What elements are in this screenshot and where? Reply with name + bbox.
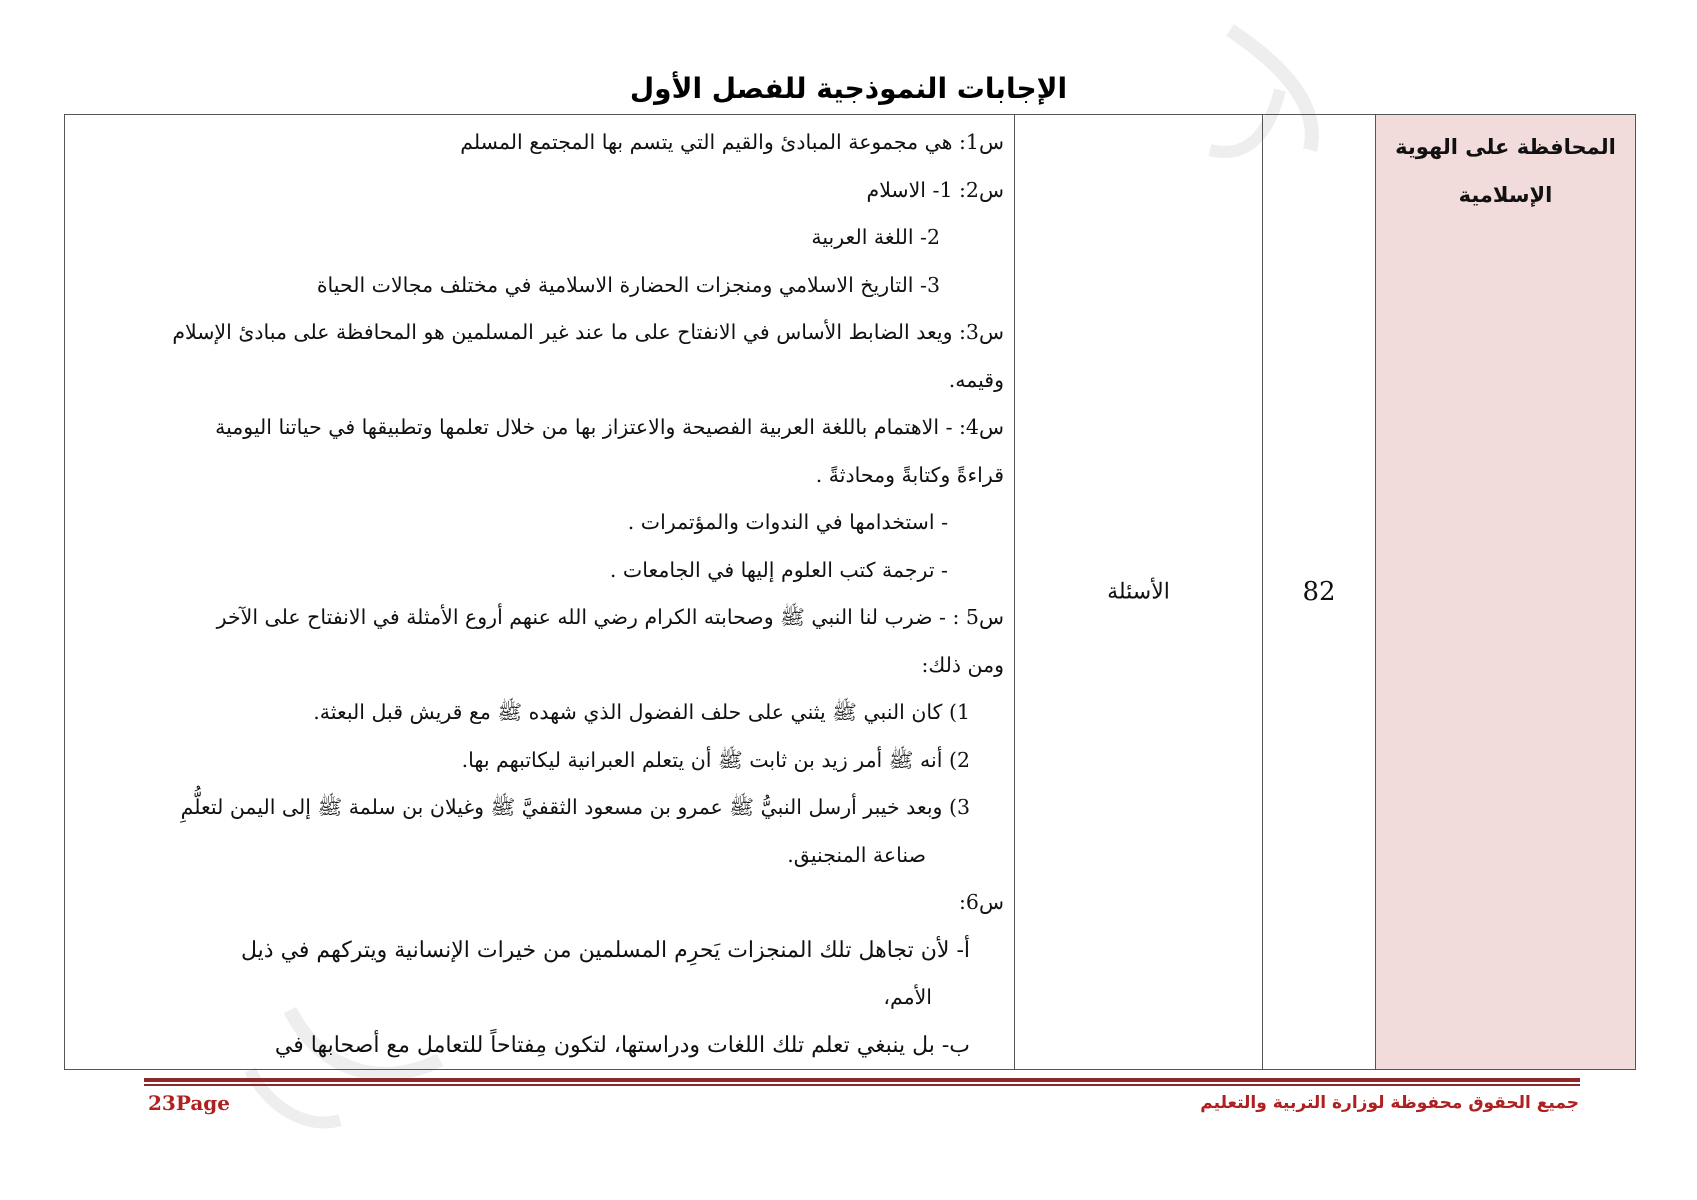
answer-line: أ- لأن تجاهل تلك المنجزات يَحرِم المسلمين من خيرات الإنسانية ويتركهم في ذيل xyxy=(241,937,970,963)
footer-page-number: 23Page xyxy=(148,1091,231,1115)
topic-text xyxy=(1376,115,1635,219)
answer-line: 1) كان النبي ﷺ يثني على حلف الفضول الذي شهده ﷺ مع قريش قبل البعثة. xyxy=(313,700,970,724)
section-type: الأسئلة xyxy=(1107,579,1170,605)
topic-line-2: الإسلامية xyxy=(1458,183,1553,207)
page-title: الإجابات النموذجية للفصل الأول xyxy=(629,72,1068,105)
answer-line: 2- اللغة العربية xyxy=(811,225,940,249)
answer-line: صناعة المنجنيق. xyxy=(787,842,926,867)
topic-line-1: المحافظة على الهوية xyxy=(1395,135,1616,159)
footer-rights: جميع الحقوق محفوظة لوزارة التربية والتعليم xyxy=(1200,1093,1579,1113)
answer-line: س3: ويعد الضابط الأساس في الانفتاح على ما عند غير المسلمين هو المحافظة على مبادئ الإسلام xyxy=(172,320,1004,344)
answer-line: 2) أنه ﷺ أمر زيد بن ثابت ﷺ أن يتعلم العبرانية ليكاتبهم بها. xyxy=(461,747,970,772)
answer-line: وقيمه. xyxy=(948,367,1004,392)
answer-line: س6: xyxy=(959,890,1004,914)
book-page-number: 82 xyxy=(1302,577,1336,607)
answer-line: 3- التاريخ الاسلامي ومنجزات الحضارة الاسلامية في مختلف مجالات الحياة xyxy=(316,272,940,297)
answer-line: س4: - الاهتمام باللغة العربية الفصيحة والاعتزاز بها من خلال تعلمها وتطبيقها في حياتنا اليومية xyxy=(215,415,1004,439)
answer-line: الأمم، xyxy=(883,985,932,1009)
page-number-cell xyxy=(1262,115,1375,1069)
answers-cell xyxy=(65,115,1014,1069)
answer-line: س2: 1- الاسلام xyxy=(866,177,1004,202)
answer-line: 3) وبعد خيبر أرسل النبيُّ ﷺ عمرو بن مسعود الثقفيَّ ﷺ وغيلان بن سلمة ﷺ إلى اليمن لتعلُّمِ xyxy=(180,795,970,819)
answer-line: س5 : - ضرب لنا النبي ﷺ وصحابته الكرام رضي الله عنهم أروع الأمثلة في الانفتاح على الآخر xyxy=(216,605,1004,629)
section-type-cell xyxy=(1014,115,1262,1069)
answers-table xyxy=(64,114,1636,1070)
answer-line: س1: هي مجموعة المبادئ والقيم التي يتسم بها المجتمع المسلم xyxy=(460,130,1004,154)
answer-line: قراءةً وكتابةً ومحادثةً . xyxy=(815,462,1004,487)
answer-line: ومن ذلك: xyxy=(921,652,1004,677)
answer-line: - استخدامها في الندوات والمؤتمرات . xyxy=(627,510,948,534)
topic-cell xyxy=(1375,115,1635,1069)
answer-line: - ترجمة كتب العلوم إليها في الجامعات . xyxy=(609,557,948,582)
footer-rule-thin xyxy=(144,1084,1580,1086)
answer-line: ب- بل ينبغي تعلم تلك اللغات ودراستها، لتكون مِفتاحاً للتعامل مع أصحابها في xyxy=(274,1032,970,1058)
footer-rule xyxy=(144,1078,1580,1082)
answers-list xyxy=(65,115,1014,1069)
